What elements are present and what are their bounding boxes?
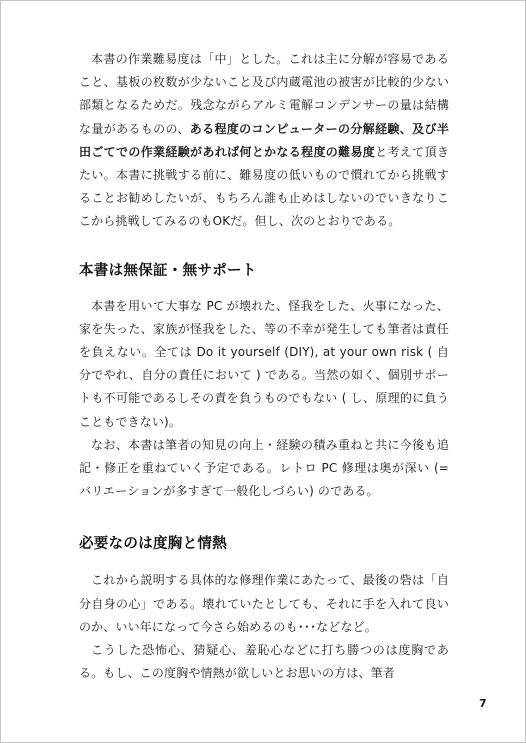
- no-warranty-paragraph: 本書を用いて大事な PC が壊れた、怪我をした、火事になった、家を失った、家族が怪我をした、等の不幸が発生しても筆者は責任を負えない。全ては Do it yourself (DIY), at your own risk ( 自分でやれ、自分の責任において ) である。当然の如く、個別サポートも不可能であるしその責を負うものでもない ( し、原理的に負うこともできない)。: [79, 298, 449, 429]
- fear-paragraph: こうした恐怖心、猜疑心、羞恥心などに打ち勝つのは度胸である。もし、この度胸や情熱が欲しいとお思いの方は、筆者: [79, 643, 449, 681]
- courage-paragraph: これから説明する具体的な修理作業にあたって、最後の砦は「自分自身の心」である。壊れていたとしても、それに手を入れて良いのか、いい年になって今さら始めるのも･･･などなど。: [79, 573, 449, 634]
- intro-paragraph: [79, 48, 449, 234]
- revision-paragraph: なお、本書は筆者の知見の向上・経験の積み重ねと共に今後も追記・修正を重ねていく予定である。レトロ PC 修理は奥が深い (= バリエーションが多すぎて一般化しづらい) のである。: [79, 437, 449, 499]
- section-heading-courage: 必要なのは度胸と情熱: [79, 536, 227, 553]
- intro-text: 本書の作業難易度は「中」とした。これは主に分解が容易であること、基板の枚数が少ないこと及び内蔵電池の被害が比較的少ない部類となるためだ。残念ながらアルミ電解コンデンサーの量は結構な量があるものの、: [79, 52, 449, 136]
- page-number: 7: [479, 697, 487, 710]
- intro-emphasis: ある程度のコンピューターの分解経験、及び半田ごてでの作業経験があれば何とかなる程度の難易度: [79, 121, 450, 159]
- intro-text-continued: と考えて頂きたい。本書に挑戦する前に、難易度の低いもので慣れてから挑戦することお勧めしたいが、もちろん誰も止めはしないのでいきなりここから挑戦してみるのもOKだ。但し、次のとおりである。: [79, 144, 449, 229]
- page-content: [79, 48, 449, 685]
- section-heading-no-warranty: 本書は無保証・無サポート: [79, 262, 257, 279]
